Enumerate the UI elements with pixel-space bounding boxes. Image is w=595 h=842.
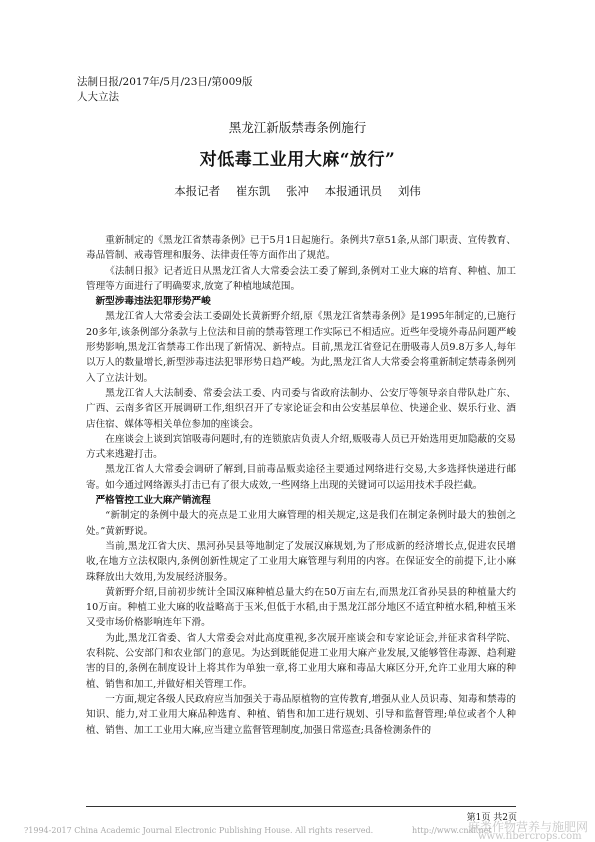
body-paragraph: 黑龙江省人大法制委、常委会法工委、内司委与省政府法制办、公安厅等领导亲自带队赴广东、广西、云南多省区开展调研工作,组织召开了专家论证会和由公安基层单位、快递企业、娱乐行业、酒店住宿、媒体等相关单位参加的座谈会。	[86, 387, 516, 430]
footer-link[interactable]: http://www.cnki.net	[412, 826, 492, 835]
body-paragraph: 在座谈会上谈到宾馆吸毒问题时,有的连锁旅店负责人介绍,贩吸毒人员已开始选用更加隐蔽的交易方式来逃避打击。	[86, 433, 516, 461]
body-paragraph: 黄新野介绍,目前初步统计全国汉麻种植总量大约在50万亩左右,而黑龙江省孙吴县的种植量大约10万亩。种植工业大麻的收益略高于玉米,但低于水稻,由于黑龙江部分地区不适宜种植水稻,种植玉米又受市场价格影响连年下滑。	[86, 586, 516, 629]
column-name: 人大立法	[77, 91, 119, 103]
byline	[0, 183, 595, 199]
article-body	[86, 233, 516, 738]
byline-role: 本报记者	[174, 184, 221, 198]
body-paragraph: 黑龙江省人大常委会法工委副处长黄新野介绍,原《黑龙江省禁毒条例》是1995年制定的,已施行20多年,该条例部分条款与上位法和目前的禁毒管理工作实际已不相适应。近些年受境外毒品问题严峻形势影响,黑龙江省禁毒工作出现了新情况、新特点。目前,黑龙江省登记在册吸毒人员9.8万多人,每年以万人的数量增长,新型涉毒违法犯罪形势日趋严峻。为此,黑龙江省人大常委会将重新制定禁毒条例列入了立法计划。	[86, 311, 516, 384]
byline-author: 刘伟	[397, 184, 421, 198]
byline-author: 张冲	[286, 184, 309, 198]
body-paragraph: 《法制日报》记者近日从黑龙江省人大常委会法工委了解到,条例对工业大麻的培育、种植、加工管理等方面进行了明确要求,放宽了种植地域范围。	[86, 265, 516, 292]
body-paragraph: 当前,黑龙江省大庆、黑河孙吴县等地制定了发展汉麻规划,为了形成新的经济增长点,促进农民增收,在地方立法权限内,条例创新性规定了工业用大麻管理与利用的内容。在保证安全的前提下,让小麻珠释放出大效用,为发展经济服务。	[86, 540, 516, 583]
page-number: 第1页 共2页	[466, 813, 517, 823]
byline-author: 崔东凯	[235, 184, 271, 198]
copyright-footer	[24, 826, 492, 835]
page-divider	[86, 806, 516, 807]
byline-role: 本报通讯员	[324, 184, 383, 198]
source-line: 法制日报/2017年/5月/23日/第009版	[77, 76, 253, 88]
section-subheading: 严格管控工业大麻产销流程	[95, 495, 211, 507]
body-paragraph: 一方面,规定各级人民政府应当加强关于毒品原植物的宣传教育,增强从业人员识毒、知毒和禁毒的知识、能力,对工业用大麻品种选育、种植、销售和加工进行规划、引导和监督管理;单位或者个人种植、销售、加工工业用大麻,应当建立监督管理制度,加强日常巡查;具备检测条件的	[86, 693, 516, 736]
watermark: 麻类作物营养与施肥网	[468, 820, 589, 834]
body-paragraph: 黑龙江省人大常委会调研了解到,目前毒品贩卖途径主要通过网络进行交易,大多选择快递进行邮寄。如今通过网络源头打击已有了很大成效,一些网络上出现的关键词可以运用技术手段拦截。	[86, 464, 516, 491]
section-subheading: 新型涉毒违法犯罪形势严峻	[95, 296, 211, 308]
article-kicker: 黑龙江新版禁毒条例施行	[228, 120, 367, 135]
body-paragraph: “新制定的条例中最大的亮点是工业用大麻管理的相关规定,这是我们在制定条例时最大的独创之处。”黄新野说。	[86, 510, 516, 537]
source-header	[77, 75, 252, 105]
article-headline: 对低毒工业用大麻“放行”	[199, 150, 396, 170]
copyright-text: ?1994-2017 China Academic Journal Electronic Publishing House. All rights reserved.	[24, 826, 374, 835]
body-paragraph: 为此,黑龙江省委、省人大常委会对此高度重视,多次展开座谈会和专家论证会,并征求省科学院、农科院、公安部门和农业部门的意见。为达到既能促进工业用大麻产业发展,又能够管住毒源、趋利避害的目的,条例在制度设计上将其作为单独一章,将工业用大麻和毒品大麻区分开,允许工业用大麻的种植、销售和加工,并做好相关管理工作。	[86, 632, 516, 690]
body-paragraph: 重新制定的《黑龙江省禁毒条例》已于5月1日起施行。条例共7章51条,从部门职责、宣传教育、毒品管制、戒毒管理和服务、法律责任等方面作出了规范。	[86, 235, 516, 262]
watermark-url: www.fibercrops.com	[478, 831, 582, 842]
